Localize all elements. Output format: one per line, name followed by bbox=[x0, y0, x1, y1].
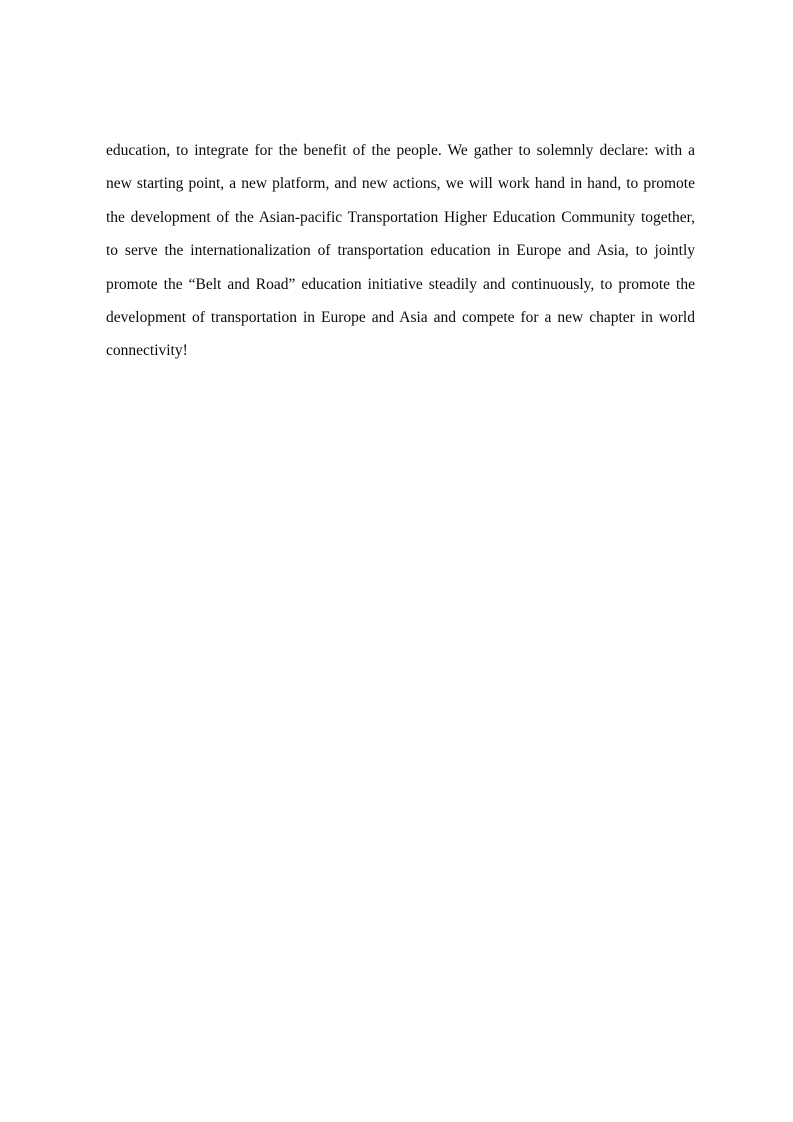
body-paragraph: education, to integrate for the benefit of the people. We gather to solemnly declare: with a new starting point, a new platform, and new actions, we will work hand in hand, to promote the development of the Asian-pacific Transportation Higher Education Community together, to serve the internationalization of transportation education in Europe and Asia, to jointly promote the “Belt and Road” education initiative steadily and continuously, to promote the development of transportation in Europe and Asia and compete for a new chapter in world connectivity! bbox=[106, 142, 695, 360]
page-content bbox=[106, 134, 695, 368]
